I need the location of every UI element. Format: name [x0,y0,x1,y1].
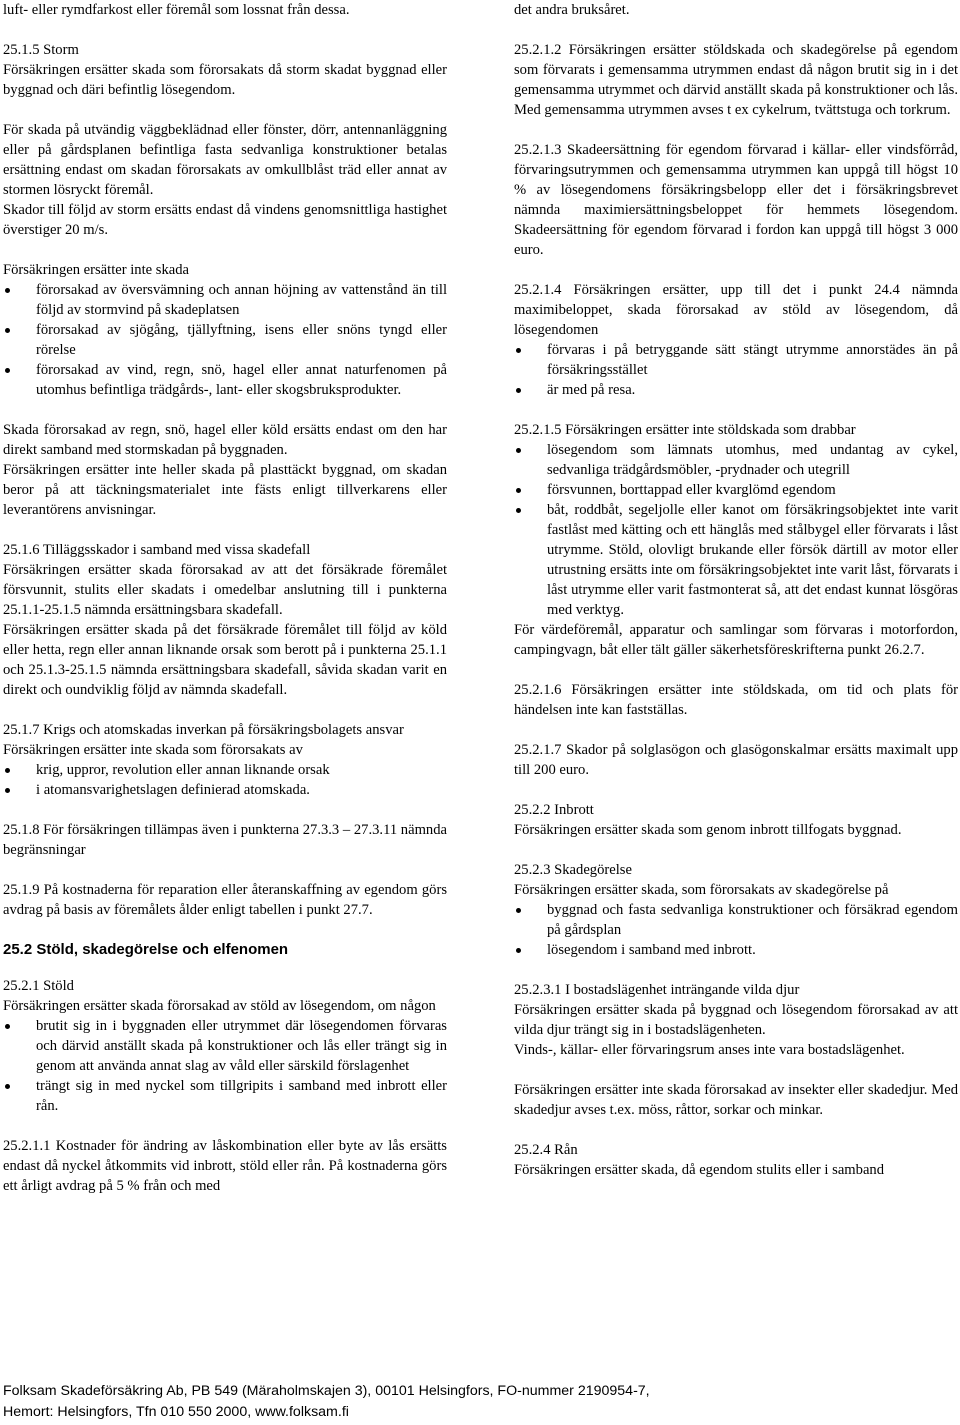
paragraph: För skada på utvändig väggbeklädnad eller fönster, dörr, antennanläggning eller på gårdsplanen befintliga fasta sedvanliga konstruktioner betalas ersättning endast om skadan förorsakats av omkullblåst träd eller annat av stormen lösryckt föremål. [3,122,447,198]
paragraph: 25.2.1.1 Kostnader för ändring av låskombination eller byte av lås ersätts endast då nyckel åtkommits vid inbrott, stöld eller rån. På kostnaderna görs ett årligt avdrag på 5 % från och med [3,1138,447,1194]
list-item: i atomansvarighetslagen definierad atomskada. [3,780,447,800]
section-animals [514,980,958,1040]
right-column [514,0,958,1200]
page-footer [3,1381,953,1423]
left-column [3,0,447,1216]
paragraph: 25.1.9 På kostnaderna för reparation eller återanskaffning av egendom görs avdrag på basis av föremålets ålder enligt tabellen i punkt 27.7. [3,882,447,918]
paragraph: 25.2.1.7 Skador på solglasögon och glasögonskalmar ersätts maximalt upp till 200 euro. [514,742,958,778]
section-war [3,720,447,760]
list-intro: Försäkringen ersätter inte skada som förorsakats av [3,742,303,758]
paragraph: Skador till följd av storm ersätts endast då vindens genomsnittliga hastighet överstiger 20 m/s. [3,202,447,238]
bullet-list [514,440,958,620]
heading-additional: 25.1.6 Tilläggsskador i samband med vissa skadefall [3,542,311,558]
paragraph: Försäkringen ersätter inte skada förorsakad av insekter eller skadedjur. Med skadedjur avses t.ex. möss, råttor, sorkar och minkar. [514,1082,958,1118]
heading-storm: 25.1.5 Storm [3,42,79,58]
list-item: förorsakad av översvämning och annan höjning av vattenstånd än till följd av stormvind på skadeplatsen [3,280,447,320]
bullet-list [3,760,447,800]
paragraph: Försäkringen ersätter inte heller skada på plasttäckt byggnad, om skadan beror på att täckningsmaterialet inte fästs enligt tillverkarens eller leverantörens anvisningar. [3,462,447,518]
list-item: lösegendom som lämnats utomhus, med undantag av cykel, sedvanliga trädgårdsmöbler, -prydnader och utegrill [514,440,958,480]
paragraph: luft- eller rymdfarkost eller föremål som lossnat från dessa. [3,2,350,18]
list-intro: Försäkringen ersätter skada, som förorsakats av skadegörelse på [514,882,889,898]
bullet-list [514,900,958,960]
bullet-list [3,280,447,400]
section-additional [3,540,447,620]
list-intro: Försäkringen ersätter skada förorsakad av stöld av lösegendom, om någon [3,998,436,1014]
list-item: försvunnen, borttappad eller kvarglömd egendom [514,480,958,500]
paragraph: Försäkringen ersätter skada förorsakad av att det försäkrade föremålet försvunnit, stulits eller skadats i omedelbar anslutning till i punkterna 25.1.1-25.1.5 nämnda ersättningsbara skadefall. [3,562,447,618]
list-item: förorsakad av vind, regn, snö, hagel eller annat naturfenomen på utomhus befintliga trädgårds-, lant- eller skogsbruksprodukter. [3,360,447,400]
paragraph: Försäkringen ersätter skada, då egendom stulits eller i samband [514,1162,885,1178]
paragraph: 25.2.1.5 Försäkringen ersätter inte stöldskada som drabbar [514,422,856,438]
list-item: brutit sig in i byggnaden eller utrymmet där lösegendomen förvaras och därvid anställt skada på konstruktioner och lås eller trängt sig in genom att använda annat slag av våld eller särskild förslagenhet [3,1016,447,1076]
heading-animals: 25.2.3.1 I bostadslägenhet inträngande vilda djur [514,982,800,998]
list-item: förorsakad av sjögång, tjällyftning, isens eller snöns tyngd eller rörelse [3,320,447,360]
heading-vandalism: 25.2.3 Skadegörelse [514,862,632,878]
section-storm [3,40,447,100]
list-item: byggnad och fasta sedvanliga konstruktioner och försäkrad egendom på gårdsplan [514,900,958,940]
footer-line: Hemort: Helsingfors, Tfn 010 550 2000, www.folksam.fi [3,1404,349,1420]
list-item: krig, uppror, revolution eller annan liknande orsak [3,760,447,780]
paragraph: Försäkringen ersätter skada som förorsakats då storm skadat byggnad eller byggnad och däri befintlig lösegendom. [3,62,447,98]
section-vandalism [514,860,958,900]
paragraph: 25.2.1.4 Försäkringen ersätter, upp till det i punkt 24.4 nämnda maximibeloppet, skada förorsakad av stöld av lösegendom, då lösegendomen [514,282,958,338]
heading-burglary: 25.2.2 Inbrott [514,802,594,818]
paragraph: Försäkringen ersätter skada på byggnad och lösegendom förorsakad av att vilda djur trängt sig in i bostadslägenheten. [514,1002,958,1038]
list-item: förvaras i på betryggande sätt stängt utrymme annorstädes än på försäkringsstället [514,340,958,380]
list-intro: Försäkringen ersätter inte skada [3,262,190,278]
paragraph: Försäkringen ersätter skada som genom inbrott tillfogats byggnad. [514,822,902,838]
bullet-list [514,340,958,400]
list-item: är med på resa. [514,380,958,400]
paragraph: Skada förorsakad av regn, snö, hagel eller köld ersätts endast om den har direkt samband med stormskadan på byggnaden. [3,422,447,458]
list-item: båt, roddbåt, segeljolle eller kanot om försäkringsobjektet inte varit fastlåst med kätting och ett hänglås med stålbygel eller förvarats i låst utrymme. Stöld, olovligt brukande eller försök därtill av motor eller utrustning ersätts inte om försäkringsobjektet inte varit låst, förvarats i låst utrymme eller varit fastmonterat så, att det endast kunnat lösgöras med verktyg. [514,500,958,620]
paragraph: 25.1.8 För försäkringen tillämpas även i punkterna 27.3.3 – 27.3.11 nämnda begränsningar [3,822,447,858]
paragraph: Försäkringen ersätter skada på det försäkrade föremålet till följd av köld eller hetta, regn eller annan liknande orsak som berott på i punkterna 25.1.1 och 25.1.3-25.1.5 nämnda ersättningsbara skadefall, såvida skadan varit en direkt och oundviklig följd av nämnda skadefall. [3,622,447,698]
list-item: lösegendom i samband med inbrott. [514,940,958,960]
paragraph: det andra bruksåret. [514,2,630,18]
paragraph: För värdeföremål, apparatur och samlingar som förvaras i motorfordon, campingvagn, båt eller tält gäller säkerhetsföreskrifterna punkt 26.2.7. [514,622,958,658]
paragraph: 25.2.1.2 Försäkringen ersätter stöldskada och skadegörelse på egendom som förvarats i gemensamma utrymmen endast då någon brutit sig in i det gemensamma utrymmet och därvid anställt skada på konstruktioner och lås. Med gemensamma utrymmen avses t ex cykelrum, tvättstuga och torkrum. [514,42,958,118]
section-theft [3,976,447,1016]
footer-line: Folksam Skadeförsäkring Ab, PB 549 (Märaholmskajen 3), 00101 Helsingfors, FO-nummer 2190954-7, [3,1383,650,1399]
section-heading: 25.2 Stöld, skadegörelse och elfenomen [3,941,289,958]
section-robbery [514,1140,958,1180]
heading-war: 25.1.7 Krigs och atomskadas inverkan på försäkringsbolagets ansvar [3,722,404,738]
section-burglary [514,800,958,840]
paragraph: 25.2.1.3 Skadeersättning för egendom förvarad i källar- eller vindsförråd, förvaringsutrymmen och gemensamma utrymmen kan uppgå till högst 10 % av lösegendomens försäkringsbelopp eller det i försäkringsbrevet nämnda maximiersättningsbeloppet för hemmets lösegendom. Skadeersättning för egendom förvarad i fordon kan uppgå till högst 3 000 euro. [514,142,958,258]
bullet-list [3,1016,447,1116]
paragraph: Vinds-, källar- eller förvaringsrum anses inte vara bostadslägenhet. [514,1042,905,1058]
heading-theft: 25.2.1 Stöld [3,978,74,994]
paragraph: 25.2.1.6 Försäkringen ersätter inte stöldskada, om tid och plats för händelsen inte kan fastställas. [514,682,958,718]
heading-robbery: 25.2.4 Rån [514,1142,578,1158]
list-item: trängt sig in med nyckel som tillgripits i samband med inbrott eller rån. [3,1076,447,1116]
